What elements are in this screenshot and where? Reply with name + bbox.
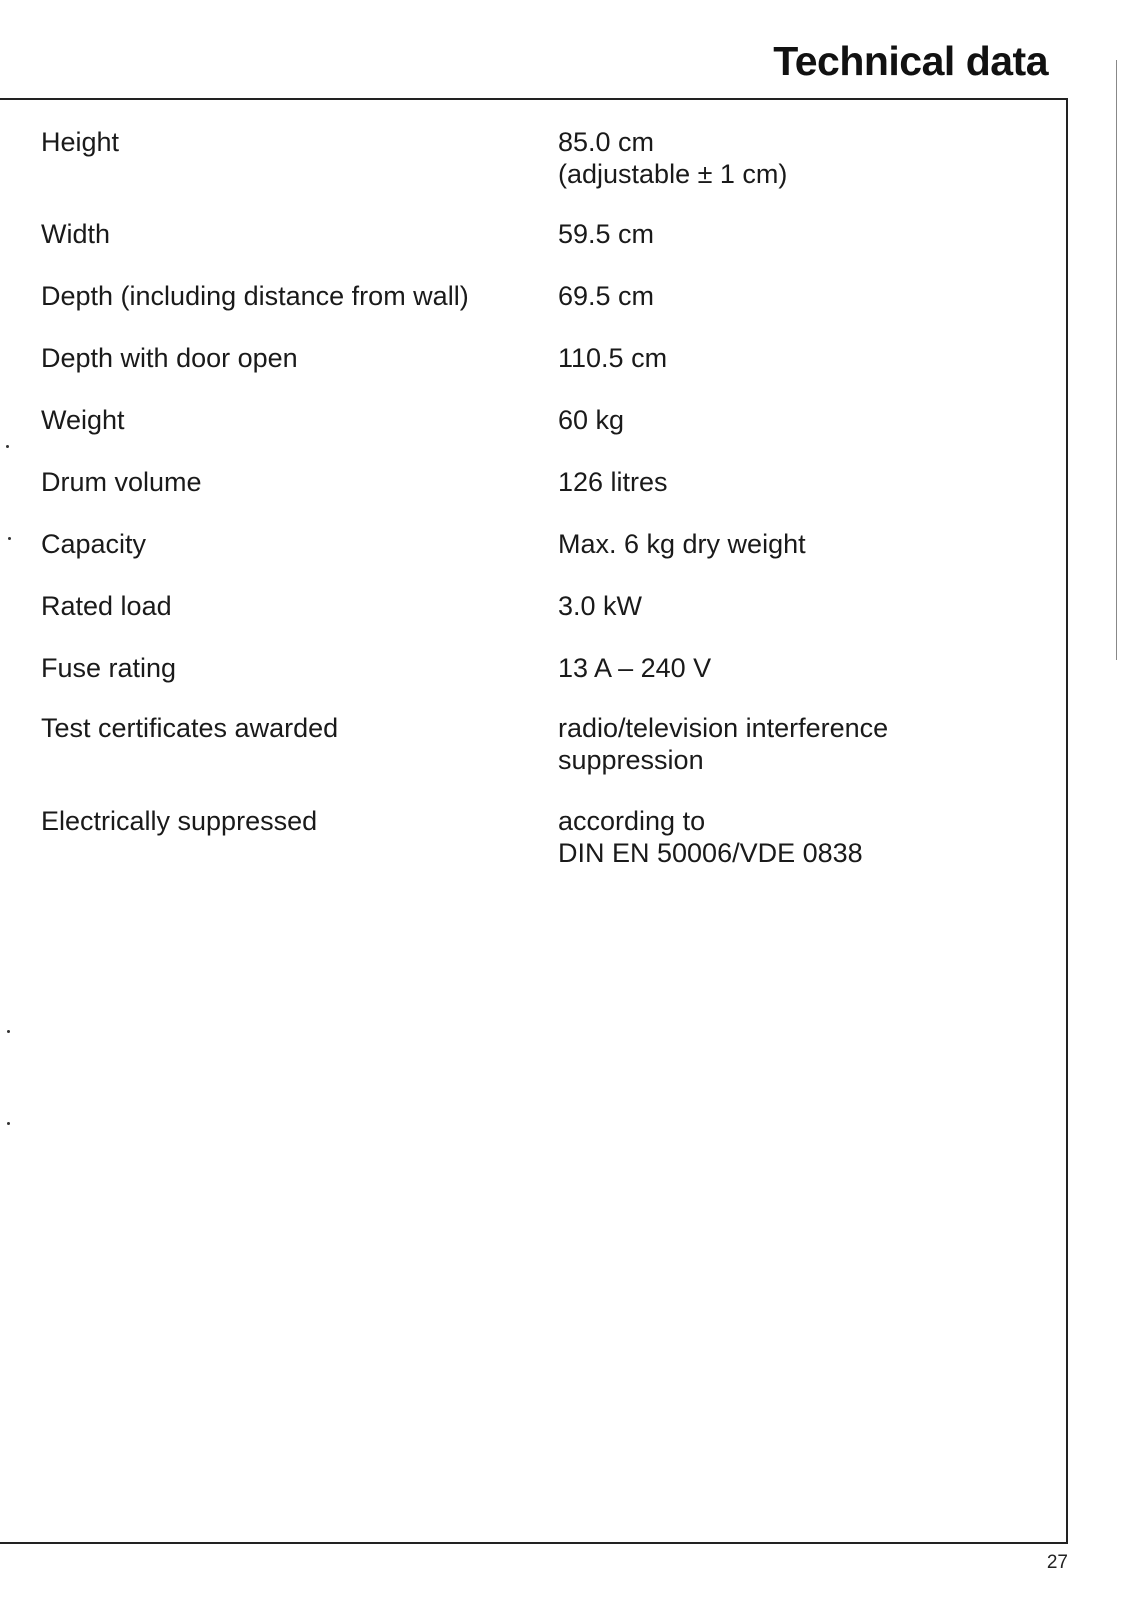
spec-label: Test certificates awarded <box>41 713 339 743</box>
spec-label: Capacity <box>41 529 147 559</box>
spec-label: Weight <box>41 405 125 435</box>
spec-label: Depth with door open <box>41 343 298 373</box>
spec-value-line: DIN EN 50006/VDE 0838 <box>558 838 863 868</box>
spec-label: Drum volume <box>41 467 202 497</box>
spec-value-line: 110.5 cm <box>558 343 668 373</box>
spec-label: Electrically suppressed <box>41 806 318 836</box>
right-rule <box>1066 98 1068 1544</box>
spec-value <box>558 712 888 776</box>
spec-value-line: radio/television interference <box>558 713 889 743</box>
spec-label: Rated load <box>41 591 172 621</box>
spec-value <box>558 528 806 560</box>
spec-value-line: (adjustable ± 1 cm) <box>558 159 788 189</box>
spec-value <box>558 805 863 869</box>
bottom-rule <box>0 1542 1068 1544</box>
spec-label: Height <box>41 127 120 157</box>
spec-label: Depth (including distance from wall) <box>41 281 469 311</box>
page-number: 27 <box>1046 1552 1068 1573</box>
spec-value-line: suppression <box>558 745 704 775</box>
spec-value-line: according to <box>558 806 706 836</box>
top-rule <box>0 98 1068 100</box>
page-title: Technical data <box>773 38 1048 84</box>
spec-value <box>558 404 624 436</box>
spec-value-line: 69.5 cm <box>558 281 655 311</box>
spec-value <box>558 342 667 374</box>
spec-value-line: 85.0 cm <box>558 127 655 157</box>
spec-value-line: 126 litres <box>558 467 668 497</box>
spec-value <box>558 652 711 684</box>
scan-speck <box>7 1030 10 1033</box>
spec-value <box>558 590 642 622</box>
spec-value-line: Max. 6 kg dry weight <box>558 529 806 559</box>
spec-label: Fuse rating <box>41 653 177 683</box>
page-edge-line <box>1116 60 1117 660</box>
spec-value <box>558 126 787 190</box>
spec-value-line: 13 A – 240 V <box>558 653 712 683</box>
scan-speck <box>7 1122 10 1125</box>
spec-value <box>558 466 668 498</box>
spec-label: Width <box>41 219 111 249</box>
spec-value-line: 59.5 cm <box>558 219 655 249</box>
spec-value-line: 3.0 kW <box>558 591 643 621</box>
scan-speck <box>6 445 9 448</box>
spec-value-line: 60 kg <box>558 405 625 435</box>
spec-value <box>558 218 654 250</box>
scan-speck <box>8 537 11 540</box>
spec-value <box>558 280 654 312</box>
